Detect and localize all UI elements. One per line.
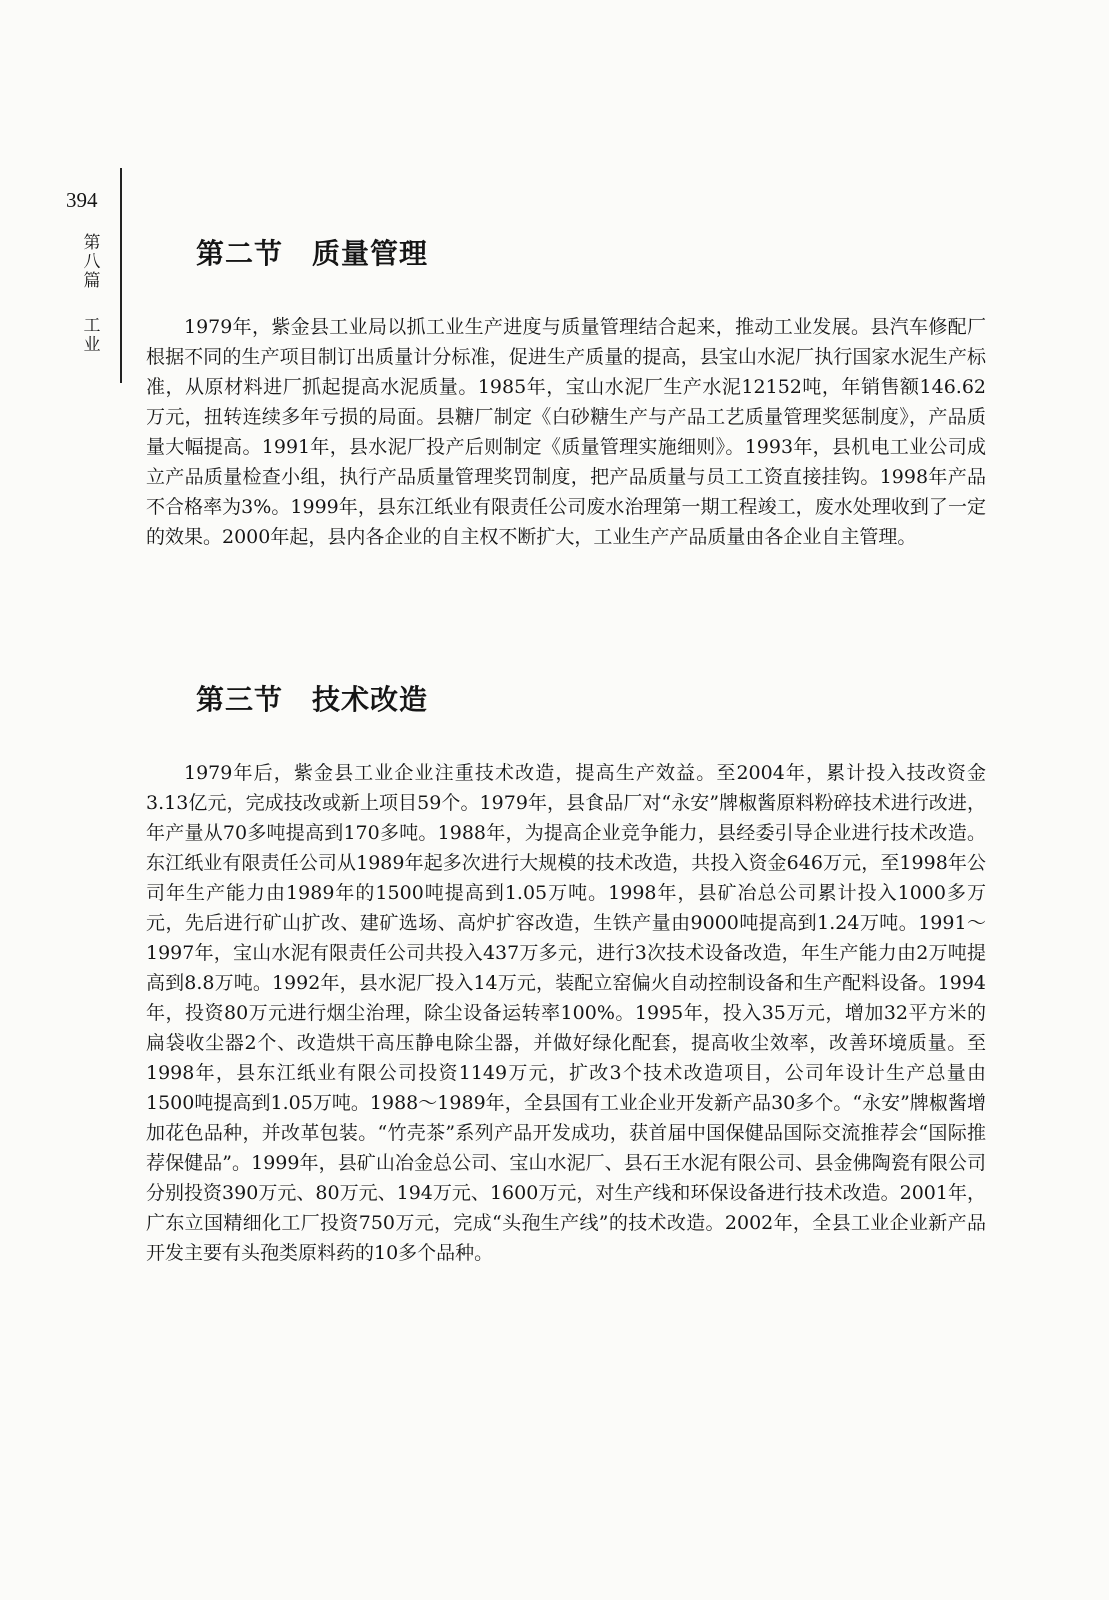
page-number: 394: [66, 188, 98, 212]
section-paragraph-quality-management: 1979年，紫金县工业局以抓工业生产进度与质量管理结合起来，推动工业发展。县汽车修配厂根据不同的生产项目制订出质量计分标准，促进生产质量的提高，县宝山水泥厂执行国家水泥生产标准，从原材料进厂抓起提高水泥质量。1985年，宝山水泥厂生产水泥12152吨，年销售额146.62万元，扭转连续多年亏损的局面。县糖厂制定《白砂糖生产与产品工艺质量管理奖惩制度》，产品质量大幅提高。1991年，县水泥厂投产后则制定《质量管理实施细则》。1993年，县机电工业公司成立产品质量检查小组，执行产品质量管理奖罚制度，把产品质量与员工工资直接挂钩。1998年产品不合格率为3%。1999年，县东江纸业有限责任公司废水治理第一期工程竣工，废水处理收到了一定的效果。2000年起，县内各企业的自主权不断扩大，工业生产产品质量由各企业自主管理。: [146, 316, 986, 548]
side-label-part: 第八篇: [83, 233, 101, 291]
side-label-title: 工业: [83, 316, 101, 355]
side-rule: [120, 168, 122, 383]
side-label: [80, 234, 104, 355]
section-title-quality-management: 第二节 质量管理: [196, 237, 429, 270]
section-paragraph-technical-transformation: 1979年后，紫金县工业企业注重技术改造，提高生产效益。至2004年，累计投入技改资金3.13亿元，完成技改或新上项目59个。1979年，县食品厂对“永安”牌椒酱原料粉碎技术进行改进，年产量从70多吨提高到170多吨。1988年，为提高企业竞争能力，县经委引导企业进行技术改造。东江纸业有限责任公司从1989年起多次进行大规模的技术改造，共投入资金646万元，至1998年公司年生产能力由1989年的1500吨提高到1.05万吨。1998年，县矿冶总公司累计投入1000多万元，先后进行矿山扩改、建矿选场、高炉扩容改造，生铁产量由9000吨提高到1.24万吨。1991～1997年，宝山水泥有限责任公司共投入437万多元，进行3次技术设备改造，年生产能力由2万吨提高到8.8万吨。1992年，县水泥厂投入14万元，装配立窑偏火自动控制设备和生产配料设备。1994年，投资80万元进行烟尘治理，除尘设备运转率100%。1995年，投入35万元，增加32平方米的扁袋收尘器2个、改造烘干高压静电除尘器，并做好绿化配套，提高收尘效率，改善环境质量。至1998年，县东江纸业有限公司投资1149万元，扩改3个技术改造项目，公司年设计生产总量由1500吨提高到1.05万吨。1988～1989年，全县国有工业企业开发新产品30多个。“永安”牌椒酱增加花色品种，并改革包装。“竹壳茶”系列产品开发成功，获首届中国保健品国际交流推荐会“国际推荐保健品”。1999年，县矿山冶金总公司、宝山水泥厂、县石王水泥有限公司、县金佛陶瓷有限公司分别投资390万元、80万元、194万元、1600万元，对生产线和环保设备进行技术改造。2001年，广东立国精细化工厂投资750万元，完成“头孢生产线”的技术改造。2002年，全县工业企业新产品开发主要有头孢类原料药的10多个品种。: [146, 762, 986, 1264]
section-title-technical-transformation: 第三节 技术改造: [196, 683, 429, 716]
